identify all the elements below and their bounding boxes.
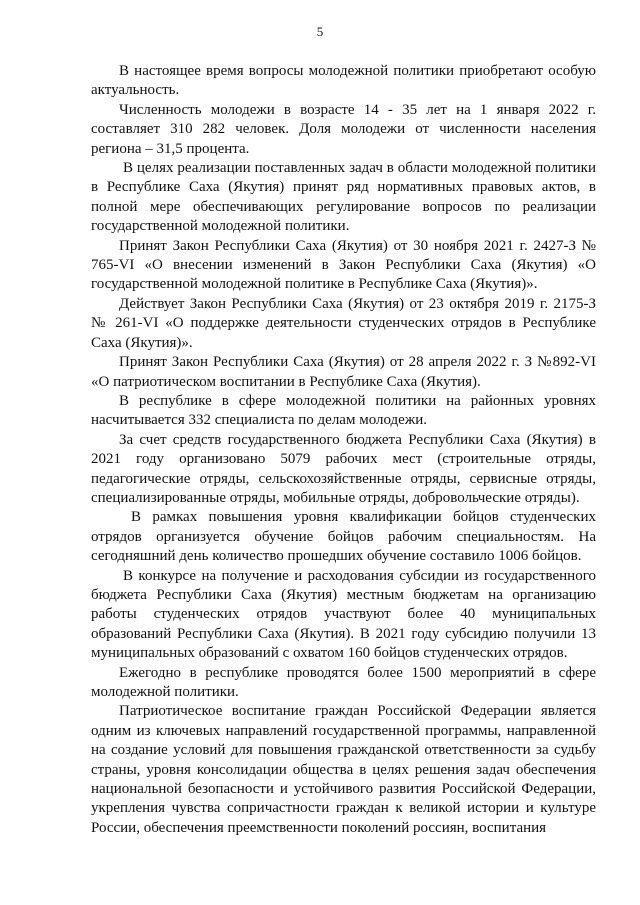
paragraph-law-2175: Действует Закон Республики Саха (Якутия) от 23 октября 2019 г. 2175-З № 261-VI «О поддержке деятельности студенческих отрядов в Республике Саха (Якутия)». xyxy=(91,295,596,351)
paragraph-student-training: В рамках повышения уровня квалификации бойцов студенческих отрядов организуется обучение бойцов рабочим специальностям. На сегодняшний день количество прошедших обучение составило 1006 бойцов. xyxy=(91,509,596,565)
paragraph-youth-policy-relevance: В настоящее время вопросы молодежной политики приобретают особую актуальность. xyxy=(91,63,596,99)
paragraph-law-2427: Принят Закон Республики Саха (Якутия) от 30 ноября 2021 г. 2427-З № 765-VI «О внесении изменений в Закон Республики Саха (Якутия) «О государственной молодежной политике в Республике Саха (Якутия)». xyxy=(91,237,596,293)
paragraph-patriotic-education: Патриотическое воспитание граждан Российской Федерации является одним из ключевых направлений государственной программы, направленной на создание условий для повышения гражданской ответственности за судьбу страны, уровня консолидации общества в целях решения задач обеспечения национальной безопасности и устойчивого развития Российской Федерации, укрепления чувства сопричастности граждан к великой истории и культуре России, обеспечения преемственности поколений россиян, воспитания xyxy=(91,703,596,836)
paragraph-youth-specialists: В республике в сфере молодежной политики на районных уровнях насчитывается 332 специалиста по делам молодежи. xyxy=(91,392,596,429)
paragraph-subsidy-competition: В конкурсе на получение и расходования субсидии из государственного бюджета Республики Саха (Якутия) местным бюджетам на организацию работы студенческих отрядов участвуют более 40 муниципальных образований Республики Саха (Якутия). В 2021 году субсидию получили 13 муниципальных образований с охватом 160 бойцов студенческих отрядов. xyxy=(91,567,596,662)
paragraph-annual-events: Ежегодно в республике проводятся более 1500 мероприятий в сфере молодежной политики. xyxy=(91,664,596,700)
paragraph-regulatory-acts: В целях реализации поставленных задач в области молодежной политики в Республике Саха (Якутия) принят ряд нормативных правовых актов, в полной мере обеспечивающих регулирование вопросов по реализации государственной молодежной политики. xyxy=(91,160,596,235)
paragraph-law-892: Принят Закон Республики Саха (Якутия) от 28 апреля 2022 г. З №892-VI «О патриотическом воспитании в Республике Саха (Якутия). xyxy=(91,354,596,390)
page-number: 5 xyxy=(316,24,324,39)
paragraph-workplaces-2021: За счет средств государственного бюджета Республики Саха (Якутия) в 2021 году организовано 5079 рабочих мест (строительные отряды, педагогические отряды, сельскохозяйственные отряды, сервисные отряды, специализированные отряды, мобильные отряды, добровольческие отряды). xyxy=(91,431,596,506)
document-body xyxy=(91,62,596,838)
paragraph-youth-population: Численность молодежи в возрасте 14 - 35 лет на 1 января 2022 г. составляет 310 282 человек. Доля молодежи от численности населения региона – 31,5 процента. xyxy=(91,101,596,157)
